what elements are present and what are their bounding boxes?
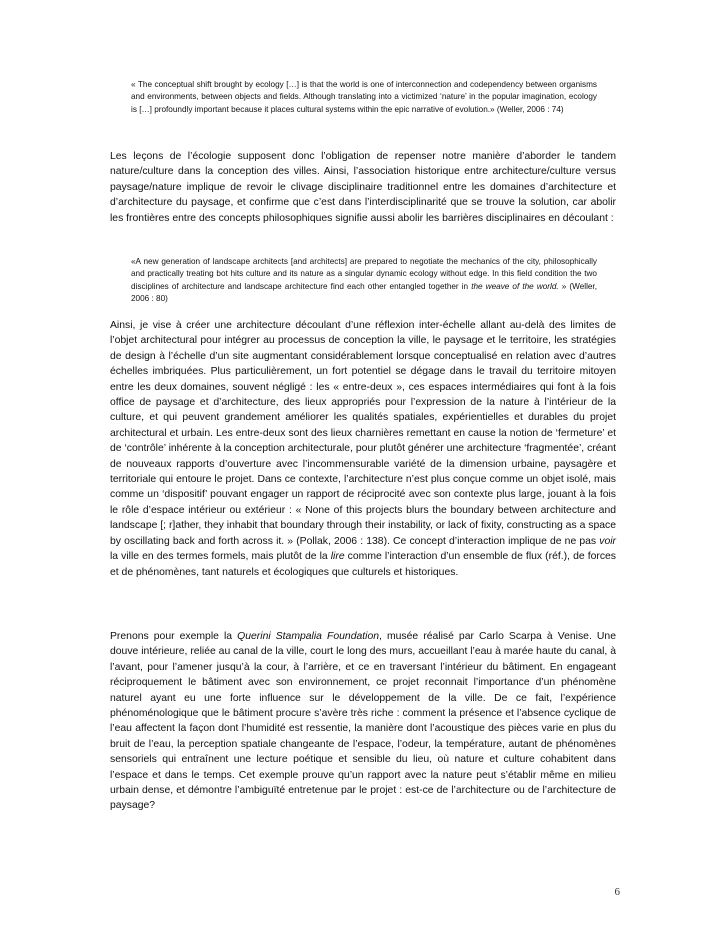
quote-italic-text: the weave of the world. [471, 281, 559, 291]
paragraph-text: Les leçons de l’écologie supposent donc l’obligation de repenser notre manière d’aborder le tandem nature/culture dans la conception des villes. Ainsi, l’association historique entre architecture/culture versus paysage/nature implique de revoir le clivage disciplinaire traditionnel entre les domaines d’architecture et d’architecture du paysage, et confirme que c’est dans l’interdisciplinarité que se trouve la solution, car abolir les frontières entre des concepts philosophiques signifie aussi abolir les barrières disciplinaires en découlant : [110, 151, 616, 224]
body-paragraph-1 [110, 149, 616, 226]
italic-title-querini-stampalia: Querini Stampalia Foundation [237, 631, 380, 642]
quote-citation: » (Weller, 2006 : 80) [131, 281, 597, 304]
paragraph-text-part-1: Ainsi, je vise à créer une architecture découlant d’une réflexion inter-échelle allant au-delà des limites de l’objet architectural pour intégrer au processus de conception la ville, le paysage et le territoire, les stratégies de design à l’échelle d’un site augmentant considérablement lorsque conceptualisé en relation avec d’autres échelles imbriquées. Plus particulièrement, un fort potentiel se dégage dans le travail du territoire mitoyen entre les deux domaines, souvent négligé : les « entre-deux », ces espaces intermédiaires qui font à la fois office de paysage et d’architecture, des lieux appropriés pour l’expression de la nature à l’intérieur de la culture, et qui peuvent grandement améliorer les qualités spatiales, expérientielles et durables du projet architectural et urbain. Les entre-deux sont des lieux charnières remettant en cause la notion de ‘fermeture’ et de ‘contrôle’ inhérente à la conception architecturale, pour plutôt générer une architecture ‘fragmentée’, créant de nouveaux rapports d’ouverture avec l’incommensurable variété de la dimension urbaine, paysagère et territoriale qui entoure le projet. Dans ce contexte, l’architecture n’est plus conçue comme un objet isolé, mais comme un ‘dispositif’ pouvant engager un rapport de réciprocité avec son contexte plus large, jouant à la fois le rôle d’espace intérieur ou extérieur : « None of this projects blurs the boundary between architecture and landscape [; r]ather, they inhabit that boundary through their instability, or lack of fixity, constructing as a space by oscillating back and forth across it. » (Pollak, 2006 : 138). Ce concept d’interaction implique de ne pas [110, 320, 616, 547]
paragraph-text-part-1: Prenons pour exemple la [110, 631, 238, 642]
page-number: 6 [614, 886, 620, 898]
quote-text-start: «A new generation of landscape architects [and architects] are prepared to negotiate the mechanics of the city, philosophically and practically treating bot hits culture and its nature as a singular dynamic ecology without edge. In this field condition the two disciplines of architecture and landscape architecture find each other entangled together in [131, 257, 597, 291]
quote-text: « The conceptual shift brought by ecology […] is that the world is one of interconnection and codependency between organisms and environments, between objects and fields. Although translating into a victimized ‘nature’ in the popular imagination, ecology is […] profoundly important because it places cultural systems within the epic narrative of evolution.» (Weller, 2006 : 74) [131, 80, 597, 114]
italic-word-voir: voir [599, 535, 616, 547]
paragraph-text-part-3: comme l’interaction d’un ensemble de flux (réf.), de forces et de phénomènes, tant naturels et écologiques que culturels et historiques. [110, 551, 616, 578]
italic-word-lire: lire [330, 551, 345, 563]
body-paragraph-3 [110, 629, 616, 814]
paragraph-text-part-2: , musée réalisé par Carlo Scarpa à Venise. Une douve intérieure, reliée au canal de la ville, court le long des murs, accueillant l’eau à marée haute du canal, à l’avant, pour l’amener jusqu’à la cour, à l’arrière, et ce en traversant l’intérieur du bâtiment. En engageant réciproquement le bâtiment avec son environnement, ce projet reconnait l’importance d’un phénomène naturel ayant eu une forte influence sur le développement de la ville. De ce fait, l’expérience phénoménologique que le bâtiment procure s’avère très riche : comment la présence et l’absence cyclique de l’eau affectent la façon dont l’humidité est ressentie, la manière dont l’acoustique des pièces varie en plus du bruit de l’eau, la perception spatiale changeante de l’espace, l’odeur, la température, autant de phénomènes sensoriels qui entraînent une lecture poétique et sensible du lieu, où nature et culture cohabitent dans l’espace et dans le temps. Cet exemple prouve qu’un rapport avec la nature peut s’établir même en milieu urbain dense, et démontre l’ambiguïté entretenue par le projet : est-ce de l’architecture ou de l’architecture de paysage? [110, 631, 616, 812]
paragraph-text-part-2: la ville en des termes formels, mais plutôt de la [110, 551, 331, 563]
block-quote-weller-74 [131, 79, 597, 116]
body-paragraph-2 [110, 318, 616, 580]
block-quote-weller-80 [131, 256, 597, 306]
